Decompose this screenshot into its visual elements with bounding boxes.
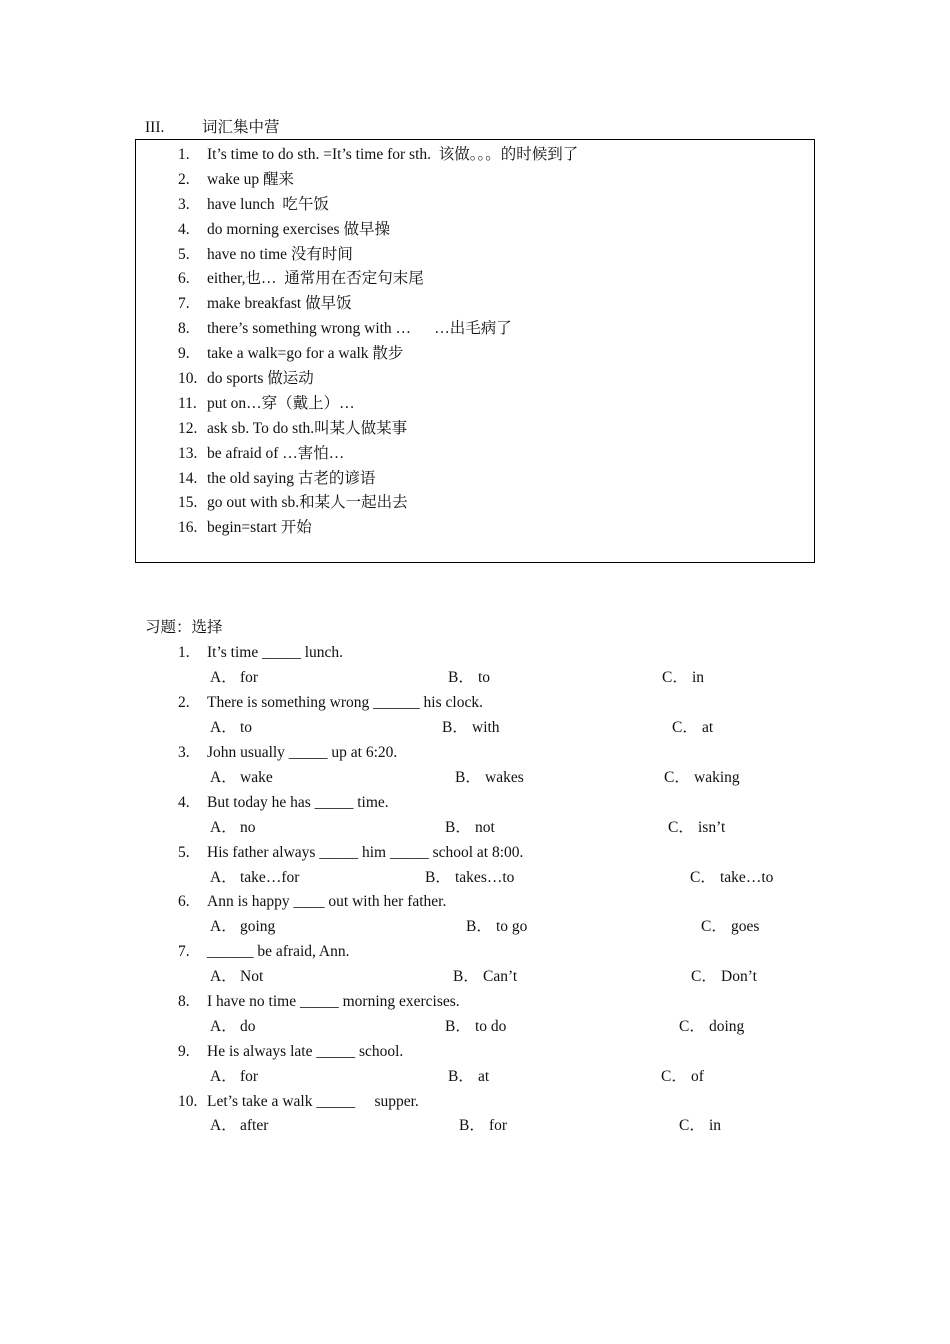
list-item xyxy=(178,194,578,219)
list-item xyxy=(178,268,578,293)
list-item xyxy=(178,318,578,343)
option-c xyxy=(691,966,757,988)
question-number: 4. xyxy=(178,794,190,811)
item-number: 6. xyxy=(178,270,190,288)
option-a xyxy=(210,717,252,739)
list-item xyxy=(178,517,578,542)
item-number: 13. xyxy=(178,444,198,462)
option-b xyxy=(442,717,500,739)
question-text: But today he has _____ time. xyxy=(207,794,389,811)
option-letter: C． xyxy=(662,669,688,686)
option-text: to go xyxy=(496,918,528,935)
item-number: 8. xyxy=(178,320,190,338)
question-text: His father always _____ him _____ school at 8:00. xyxy=(207,844,524,861)
option-text: no xyxy=(240,819,256,836)
item-number: 14. xyxy=(178,469,198,487)
option-letter: B． xyxy=(453,968,479,985)
question-text: Ann is happy ____ out with her father. xyxy=(207,893,447,910)
option-letter: C． xyxy=(664,769,690,786)
option-a xyxy=(210,817,256,839)
item-text: do sports 做运动 xyxy=(207,370,314,388)
option-text: to xyxy=(240,719,253,736)
question xyxy=(178,742,397,764)
option-a xyxy=(210,916,275,938)
option-text: take…for xyxy=(240,869,300,886)
option-text: isn’t xyxy=(698,819,726,836)
item-number: 7. xyxy=(178,295,190,313)
option-text: for xyxy=(240,1068,259,1085)
option-letter: C． xyxy=(690,869,716,886)
item-text: take a walk=go for a walk 散步 xyxy=(207,345,404,363)
option-c xyxy=(679,1115,721,1137)
option-letter: B． xyxy=(466,918,492,935)
option-c xyxy=(679,1016,744,1038)
option-a xyxy=(210,1115,268,1137)
question-text: There is something wrong ______ his clock. xyxy=(207,694,483,711)
question xyxy=(178,991,460,1013)
question-number: 9. xyxy=(178,1043,190,1060)
option-letter: C． xyxy=(672,719,698,736)
question xyxy=(178,941,349,963)
item-number: 3. xyxy=(178,195,190,213)
item-number: 5. xyxy=(178,245,190,263)
question-text: Let’s take a walk _____ supper. xyxy=(207,1093,419,1110)
option-text: take…to xyxy=(720,869,774,886)
option-b xyxy=(445,1016,506,1038)
option-text: Don’t xyxy=(721,968,757,985)
option-c xyxy=(661,1066,704,1088)
option-c xyxy=(662,667,704,689)
option-letter: C． xyxy=(679,1018,705,1035)
option-letter: A． xyxy=(210,1068,237,1085)
question-text: I have no time _____ morning exercises. xyxy=(207,993,460,1010)
option-text: for xyxy=(489,1117,508,1134)
option-letter: B． xyxy=(445,1018,471,1035)
option-letter: A． xyxy=(210,869,237,886)
question-number: 10. xyxy=(178,1093,198,1110)
option-letter: B． xyxy=(445,819,471,836)
item-number: 4. xyxy=(178,220,190,238)
option-text: at xyxy=(478,1068,490,1085)
option-letter: C． xyxy=(701,918,727,935)
option-text: in xyxy=(709,1117,722,1134)
option-text: in xyxy=(692,669,705,686)
option-text: waking xyxy=(694,769,740,786)
question-number: 7. xyxy=(178,943,190,960)
item-number: 1. xyxy=(178,146,190,163)
item-text: wake up 醒来 xyxy=(207,170,294,188)
option-text: wake xyxy=(240,769,273,786)
option-c xyxy=(668,817,725,839)
option-letter: A． xyxy=(210,968,237,985)
vocabulary-box xyxy=(135,139,815,563)
list-item xyxy=(178,468,578,493)
option-letter: A． xyxy=(210,918,237,935)
exercise-heading: 习题：选择 xyxy=(145,619,223,636)
option-a xyxy=(210,966,263,988)
question-number: 6. xyxy=(178,893,190,910)
option-letter: A． xyxy=(210,719,237,736)
option-text: Can’t xyxy=(483,968,518,985)
list-item xyxy=(178,418,578,443)
item-text: either,也… 通常用在否定句末尾 xyxy=(207,270,424,288)
question xyxy=(178,642,343,664)
option-b xyxy=(453,966,517,988)
option-c xyxy=(701,916,759,938)
option-letter: B． xyxy=(459,1117,485,1134)
question-text: John usually _____ up at 6:20. xyxy=(207,744,398,761)
section-numeral: III. xyxy=(145,119,165,136)
item-text: have lunch 吃午饭 xyxy=(207,195,329,213)
question xyxy=(178,842,523,864)
option-text: takes…to xyxy=(455,869,515,886)
option-text: Not xyxy=(240,968,264,985)
option-a xyxy=(210,867,299,889)
option-letter: B． xyxy=(448,1068,474,1085)
list-item xyxy=(178,393,578,418)
item-number: 11. xyxy=(178,394,197,412)
option-c xyxy=(672,717,713,739)
item-number: 16. xyxy=(178,519,198,537)
option-text: at xyxy=(702,719,714,736)
option-letter: C． xyxy=(691,968,717,985)
option-text: of xyxy=(691,1068,704,1085)
option-a xyxy=(210,667,258,689)
section-title: 词汇集中营 xyxy=(202,119,280,136)
option-b xyxy=(448,1066,489,1088)
section-heading xyxy=(145,118,280,138)
question xyxy=(178,692,483,714)
option-a xyxy=(210,1066,258,1088)
question xyxy=(178,1041,403,1063)
option-letter: B． xyxy=(442,719,468,736)
option-letter: C． xyxy=(668,819,694,836)
item-text: the old saying 古老的谚语 xyxy=(207,469,376,487)
item-text: begin=start 开始 xyxy=(207,519,312,537)
question-number: 5. xyxy=(178,844,190,861)
option-letter: A． xyxy=(210,1018,237,1035)
option-text: wakes xyxy=(485,769,524,786)
option-letter: A． xyxy=(210,669,237,686)
question-text: ______ be afraid, Ann. xyxy=(207,943,350,960)
question xyxy=(178,1091,419,1113)
list-item xyxy=(178,169,578,194)
question-number: 3. xyxy=(178,744,190,761)
option-letter: A． xyxy=(210,819,237,836)
option-text: for xyxy=(240,669,259,686)
option-text: with xyxy=(472,719,500,736)
option-letter: C． xyxy=(679,1117,705,1134)
option-text: goes xyxy=(731,918,760,935)
question xyxy=(178,891,446,913)
option-letter: B． xyxy=(425,869,451,886)
option-b xyxy=(445,817,495,839)
option-text: to xyxy=(478,669,491,686)
option-b xyxy=(448,667,490,689)
item-text: make breakfast 做早饭 xyxy=(207,295,352,313)
question-text: It’s time _____ lunch. xyxy=(207,644,344,661)
list-item xyxy=(178,293,578,318)
item-text: be afraid of …害怕… xyxy=(207,444,345,462)
item-number: 9. xyxy=(178,345,190,363)
item-number: 2. xyxy=(178,170,190,188)
option-letter: B． xyxy=(448,669,474,686)
option-b xyxy=(466,916,527,938)
question-number: 1. xyxy=(178,644,190,661)
item-text: have no time 没有时间 xyxy=(207,245,353,263)
list-item xyxy=(178,144,578,169)
option-b xyxy=(459,1115,507,1137)
list-item xyxy=(178,244,578,269)
option-letter: B． xyxy=(455,769,481,786)
item-text: put on…穿（戴上）… xyxy=(207,394,355,412)
list-item xyxy=(178,492,578,517)
option-letter: C． xyxy=(661,1068,687,1085)
vocabulary-list xyxy=(178,144,578,542)
item-number: 15. xyxy=(178,494,198,512)
option-a xyxy=(210,1016,256,1038)
item-number: 10. xyxy=(178,370,198,388)
question-number: 8. xyxy=(178,993,190,1010)
question-number: 2. xyxy=(178,694,190,711)
option-text: do xyxy=(240,1018,256,1035)
list-item xyxy=(178,443,578,468)
option-letter: A． xyxy=(210,769,237,786)
option-c xyxy=(664,767,740,789)
item-text: go out with sb.和某人一起出去 xyxy=(207,494,408,512)
item-number: 12. xyxy=(178,419,198,437)
option-c xyxy=(690,867,773,889)
option-text: to do xyxy=(475,1018,507,1035)
option-text: after xyxy=(240,1117,269,1134)
question-text: He is always late _____ school. xyxy=(207,1043,404,1060)
option-b xyxy=(455,767,524,789)
option-a xyxy=(210,767,273,789)
list-item xyxy=(178,368,578,393)
option-text: going xyxy=(240,918,276,935)
option-b xyxy=(425,867,514,889)
question xyxy=(178,792,389,814)
option-letter: A． xyxy=(210,1117,237,1134)
item-text: It’s time to do sth. =It’s time for sth. 该做。。。的时候到了 xyxy=(207,146,579,163)
list-item xyxy=(178,219,578,244)
item-text: there’s something wrong with … …出毛病了 xyxy=(207,320,512,338)
option-text: doing xyxy=(709,1018,745,1035)
item-text: ask sb. To do sth.叫某人做某事 xyxy=(207,419,408,437)
item-text: do morning exercises 做早操 xyxy=(207,220,390,238)
list-item xyxy=(178,343,578,368)
option-text: not xyxy=(475,819,495,836)
